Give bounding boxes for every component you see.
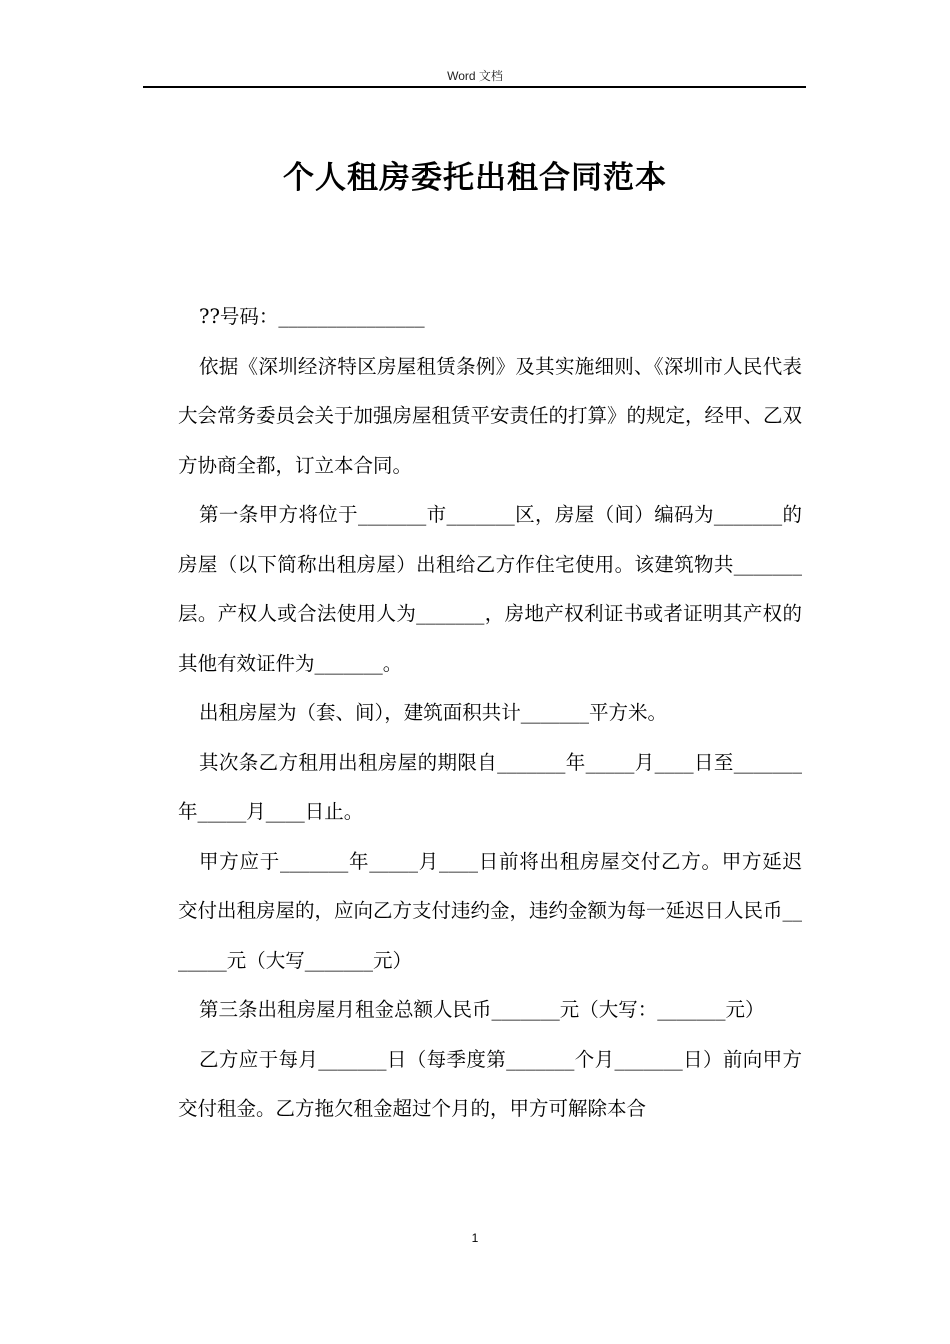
paragraph-area: 出租房屋为（套、间），建筑面积共计_______平方米。 bbox=[199, 701, 668, 724]
page-header: Word 文档 bbox=[447, 69, 503, 83]
document-title: 个人租房委托出租合同范本 bbox=[283, 160, 667, 196]
paragraph-preamble: 依据《深圳经济特区房屋租赁条例》及其实施细则、《深圳市人民代表大会常务委员会关于加强房屋租赁平安责任的打算》的规定，经甲、乙双方协商全都，订立本合同。 bbox=[178, 354, 803, 477]
paragraph-rent-payment: 乙方应于每月_______日（每季度第_______个月_______日）前向甲方交付租金。乙方拖欠租金超过个月的，甲方可解除本合 bbox=[178, 1047, 802, 1120]
paragraph-article-3: 第三条出租房屋月租金总额人民币_______元（大写：_______元） bbox=[199, 998, 765, 1021]
document-body bbox=[178, 292, 802, 1134]
paragraph-contract-number: ??号码：_______________ bbox=[199, 305, 425, 328]
page-number: 1 bbox=[471, 1231, 479, 1245]
paragraph-article-1: 第一条甲方将位于_______市_______区，房屋（间）编码为_______的房屋（以下简称出租房屋）出租给乙方作住宅使用。该建筑物共_______层。产权人或合法使用人为_______，房地产权利证书或者证明其产权的其他有效证件为_______。 bbox=[178, 503, 802, 675]
paragraph-article-2: 其次条乙方租用出租房屋的期限自_______年_____月____日至_______年_____月____日止。 bbox=[178, 750, 802, 823]
paragraph-delivery: 甲方应于_______年_____月____日前将出租房屋交付乙方。甲方延迟交付出租房屋的，应向乙方支付违约金，违约金额为每一延迟日人民币_______元（大写_______元） bbox=[178, 849, 803, 972]
header-divider bbox=[143, 86, 806, 88]
